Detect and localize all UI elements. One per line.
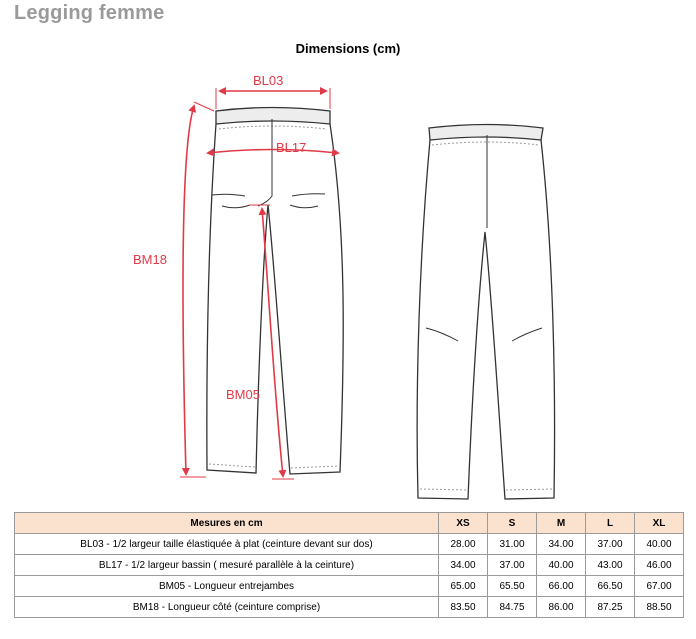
size-table: [14, 512, 684, 618]
bl17-measure-line: [208, 150, 338, 154]
table-cell: 87.25: [586, 597, 635, 618]
table-cell: 66.50: [586, 576, 635, 597]
table-cell: 37.00: [586, 534, 635, 555]
table-cell: 84.75: [488, 597, 537, 618]
page-title: Legging femme: [14, 2, 165, 24]
table-cell: 65.50: [488, 576, 537, 597]
table-header-row: [15, 513, 684, 534]
measure-description: BL17 - 1/2 largeur bassin ( mesuré parallèle à la ceinture): [15, 555, 439, 576]
table-cell: 65.00: [439, 576, 488, 597]
table-cell: 40.00: [537, 555, 586, 576]
column-header: S: [488, 513, 537, 534]
column-header: XL: [635, 513, 684, 534]
diagram-title: Dimensions (cm): [295, 41, 401, 56]
table-cell: 67.00: [635, 576, 684, 597]
table-cell: 46.00: [635, 555, 684, 576]
table-cell: 88.50: [635, 597, 684, 618]
table-cell: 31.00: [488, 534, 537, 555]
front-legging-drawing: [207, 108, 343, 475]
measure-description: BM05 - Longueur entrejambes: [15, 576, 439, 597]
table-cell: 66.00: [537, 576, 586, 597]
bl17-label: BL17: [276, 140, 307, 155]
table-row: [15, 534, 684, 555]
table-cell: 86.00: [537, 597, 586, 618]
table-cell: 40.00: [635, 534, 684, 555]
bl03-measure-line: [216, 88, 330, 109]
table-row: [15, 555, 684, 576]
measure-description: BM18 - Longueur côté (ceinture comprise): [15, 597, 439, 618]
table-cell: 83.50: [439, 597, 488, 618]
bm05-label: BM05: [226, 387, 260, 402]
bm18-label: BM18: [133, 252, 167, 267]
column-header: Mesures en cm: [15, 513, 439, 534]
table-cell: 37.00: [488, 555, 537, 576]
bl03-label: BL03: [253, 73, 284, 88]
table-cell: 34.00: [537, 534, 586, 555]
table-cell: 34.00: [439, 555, 488, 576]
back-legging-drawing: [417, 125, 554, 500]
table-row: [15, 597, 684, 618]
table-cell: 43.00: [586, 555, 635, 576]
column-header: M: [537, 513, 586, 534]
column-header: XS: [439, 513, 488, 534]
table-cell: 28.00: [439, 534, 488, 555]
column-header: L: [586, 513, 635, 534]
table-row: [15, 576, 684, 597]
measure-description: BL03 - 1/2 largeur taille élastiquée à plat (ceinture devant sur dos): [15, 534, 439, 555]
